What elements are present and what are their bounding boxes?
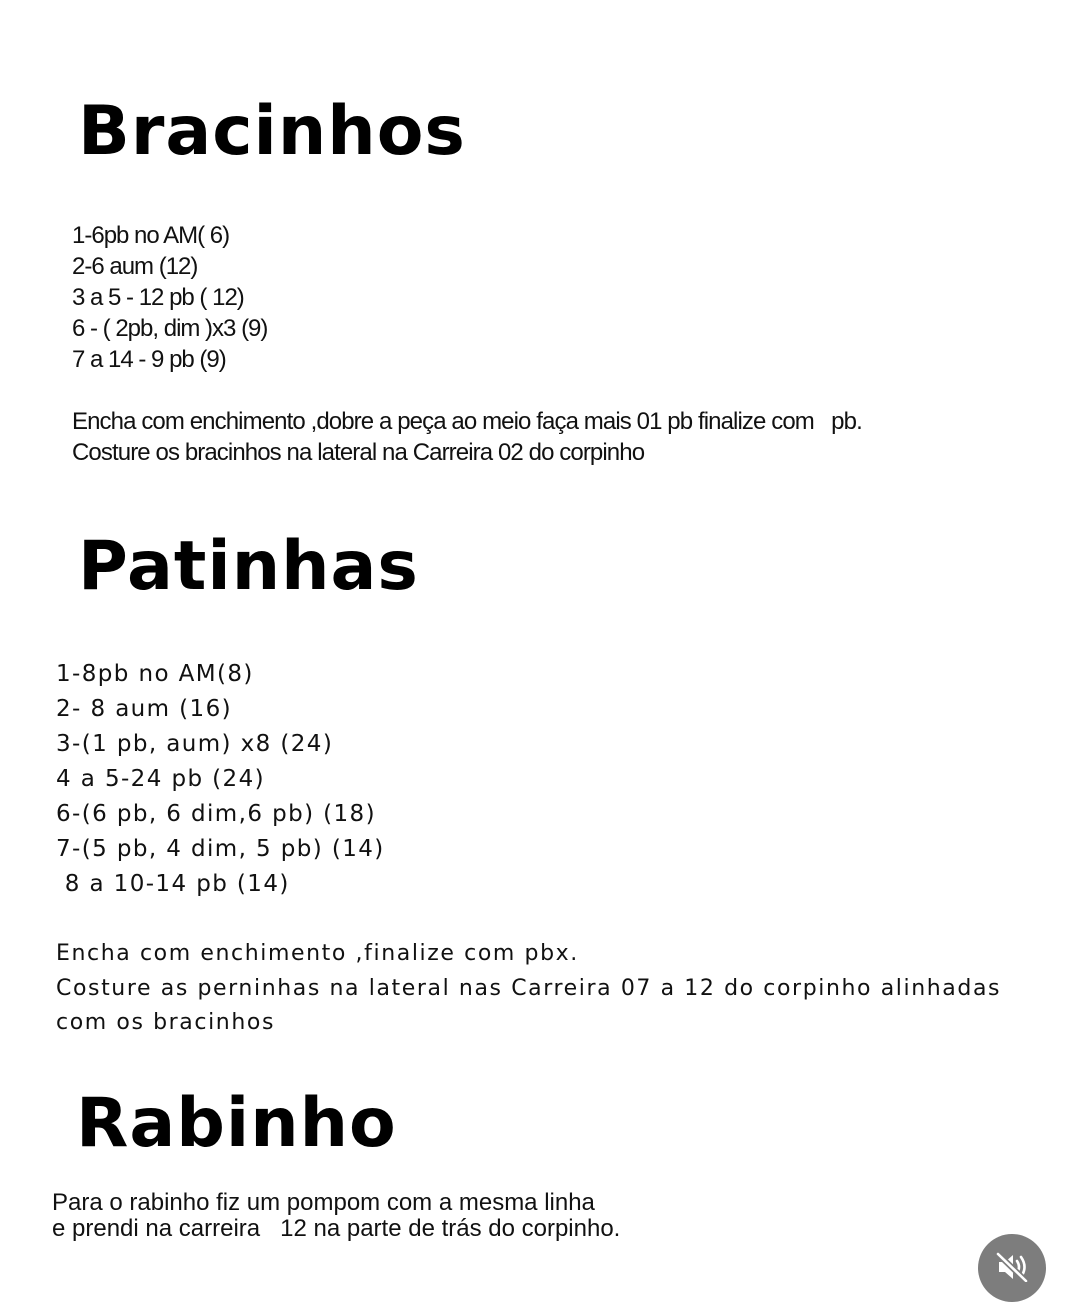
section-title-patinhas: Patinhas bbox=[78, 527, 419, 606]
instruction-line: Costure as perninhas na lateral nas Carreira 07 a 12 do corpinho alinhadas bbox=[56, 975, 1002, 1001]
instruction-line: Para o rabinho fiz um pompom com a mesma linha bbox=[52, 1189, 595, 1216]
patinhas-instructions bbox=[56, 937, 1001, 1041]
list-item: 1-8pb no AM(8) bbox=[56, 661, 254, 687]
bracinhos-row-list bbox=[72, 220, 267, 375]
section-title-rabinho: Rabinho bbox=[76, 1084, 397, 1163]
list-item: 2- 8 aum (16) bbox=[56, 696, 232, 722]
list-item: 3-(1 pb, aum) x8 (24) bbox=[56, 731, 334, 757]
list-item: 7 a 14 - 9 pb (9) bbox=[72, 346, 226, 373]
section-title-bracinhos: Bracinhos bbox=[78, 92, 466, 171]
list-item: 7-(5 pb, 4 dim, 5 pb) (14) bbox=[56, 836, 385, 862]
list-item: 8 a 10-14 pb (14) bbox=[56, 871, 290, 897]
list-item: 6 - ( 2pb, dim )x3 (9) bbox=[72, 315, 268, 342]
instruction-line: Costure os bracinhos na lateral na Carreira 02 do corpinho bbox=[72, 439, 645, 466]
list-item: 3 a 5 - 12 pb ( 12) bbox=[72, 284, 244, 311]
bracinhos-instructions bbox=[72, 406, 862, 468]
instruction-line: e prendi na carreira 12 na parte de trás do corpinho. bbox=[52, 1215, 621, 1242]
patinhas-row-list bbox=[56, 657, 385, 902]
list-item: 1-6pb no AM( 6) bbox=[72, 222, 230, 249]
list-item: 4 a 5-24 pb (24) bbox=[56, 766, 265, 792]
list-item: 6-(6 pb, 6 dim,6 pb) (18) bbox=[56, 801, 376, 827]
instruction-line: com os bracinhos bbox=[56, 1010, 276, 1035]
speaker-muted-icon bbox=[995, 1234, 1029, 1287]
mute-button[interactable] bbox=[978, 1234, 1046, 1302]
rabinho-instructions bbox=[52, 1190, 620, 1242]
list-item: 2-6 aum (12) bbox=[72, 253, 198, 280]
instruction-line: Encha com enchimento ,dobre a peça ao meio faça mais 01 pb finalize com pb. bbox=[72, 408, 862, 435]
instruction-line: Encha com enchimento ,finalize com pbx. bbox=[56, 941, 579, 966]
